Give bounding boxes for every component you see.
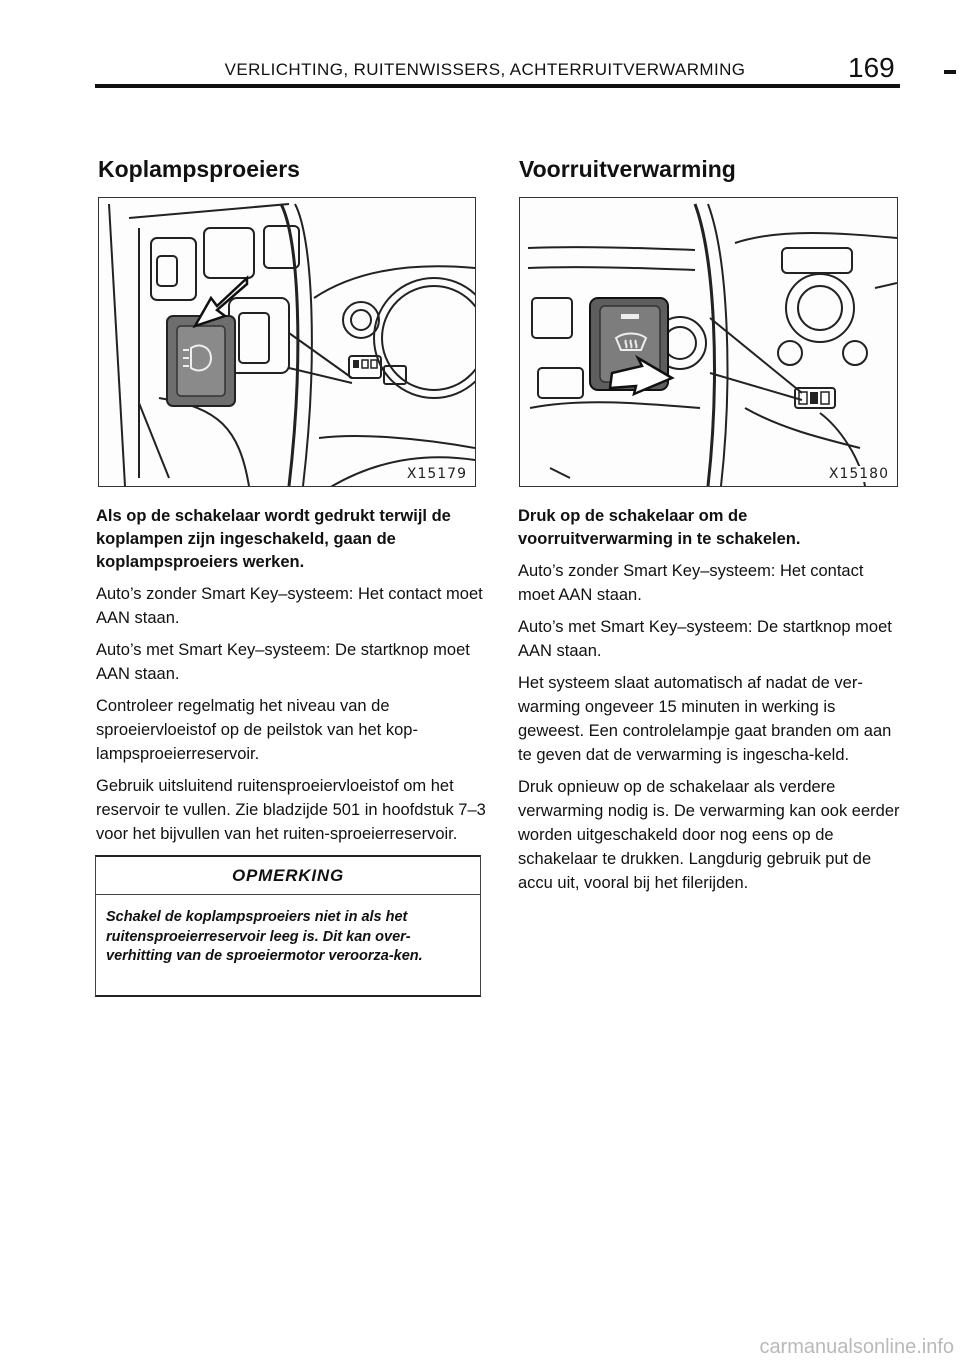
note-text: Schakel de koplampsproeiers niet in als het ruitensproeierreservoir leeg is. Dit kan over-verhitting van de sproeiermotor veroorza-ken. — [106, 909, 423, 964]
figure-defogger-switch — [519, 197, 898, 487]
figure-code: X15179 — [406, 466, 467, 482]
note-title: OPMERKING — [96, 857, 480, 895]
figure-headlamp-washer-switch — [98, 197, 476, 487]
section-heading-koplampsproeiers: Koplampsproeiers — [98, 156, 300, 182]
lead-paragraph: Druk op de schakelaar om de voorruitverwarming in te schakelen. — [518, 507, 801, 548]
headlamp-washer-illustration — [99, 198, 475, 486]
corner-mark — [944, 70, 956, 74]
paragraph: Auto’s zonder Smart Key–systeem: Het contact moet AAN staan. — [518, 562, 864, 604]
paragraph: Auto’s met Smart Key–systeem: De startknop moet AAN staan. — [518, 618, 892, 660]
paragraph: Auto’s zonder Smart Key–systeem: Het contact moet AAN staan. — [96, 585, 483, 627]
section-heading-voorruitverwarming: Voorruitverwarming — [519, 156, 736, 182]
paragraph: Controleer regelmatig het niveau van de sproeiervloeistof op de peilstok van het kop-lampsproeierreservoir. — [96, 697, 418, 763]
figure-code: X15180 — [828, 466, 889, 482]
right-column-text — [518, 505, 904, 903]
header-rule — [95, 84, 900, 88]
paragraph: Gebruik uitsluitend ruitensproeiervloeistof om het reservoir te vullen. Zie bladzijde 501 in hoofdstuk 7–3 voor het bijvullen van het ruiten-sproeierreservoir. — [96, 777, 486, 843]
paragraph: Het systeem slaat automatisch af nadat de ver-warming ongeveer 15 minuten in werking is geweest. Een controlelampje gaat branden om aan te geven dat de verwarming is ingescha-keld. — [518, 674, 892, 764]
paragraph: Auto’s met Smart Key–systeem: De startknop moet AAN staan. — [96, 641, 470, 683]
lead-paragraph: Als op de schakelaar wordt gedrukt terwijl de koplampen zijn ingeschakeld, gaan de koplampsproeiers werken. — [96, 507, 451, 571]
left-column-text — [96, 505, 486, 854]
paragraph: Druk opnieuw op de schakelaar als verdere verwarming nodig is. De verwarming kan ook eerder worden uitgeschakeld door nog eens op de schakelaar te drukken. Langdurig gebruik put de accu uit, vooral bij het filerijden. — [518, 778, 900, 892]
running-header-title: VERLICHTING, RUITENWISSERS, ACHTERRUITVERWARMING — [224, 60, 746, 79]
watermark: carmanualsonline.info — [759, 1336, 954, 1358]
note-box — [95, 855, 481, 997]
defogger-illustration — [520, 198, 897, 486]
page-number: 169 — [848, 52, 895, 83]
